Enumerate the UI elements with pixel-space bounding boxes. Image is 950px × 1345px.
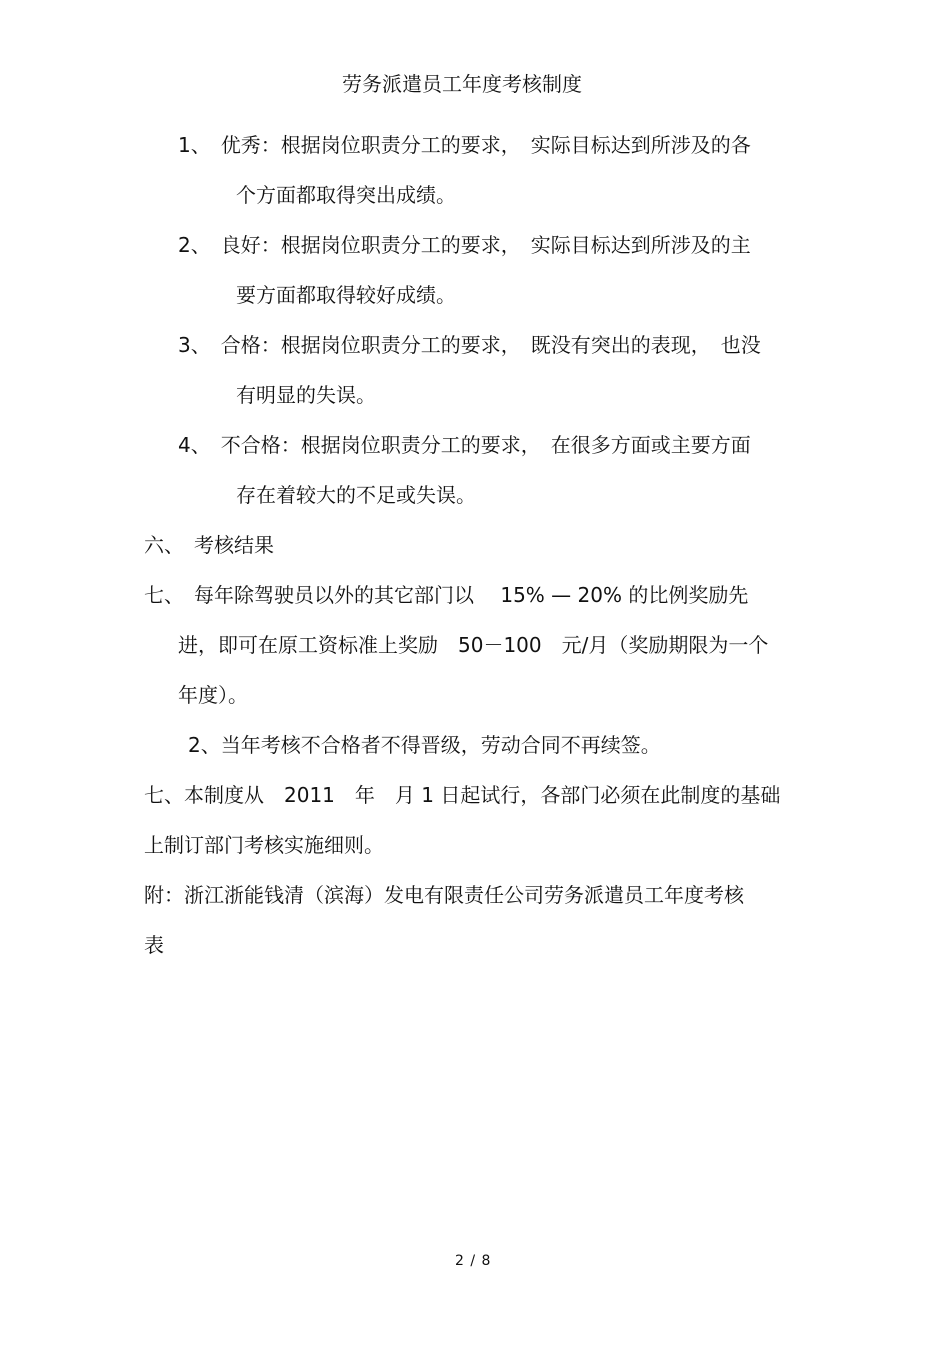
document-title: 劳务派遣员工年度考核制度 (342, 72, 582, 96)
item-4-line-2: 存在着较大的不足或失误。 (236, 483, 476, 507)
section-7b-line-2: 上制订部门考核实施细则。 (144, 833, 384, 857)
section-6-heading: 六、 考核结果 (144, 533, 274, 557)
section-7b-line-1: 七、本制度从 2011 年 月 1 日起试行，各部门必须在此制度的基础 (144, 783, 781, 807)
item-3-line-2: 有明显的失误。 (236, 383, 376, 407)
item-2-line-1: 2、 良好：根据岗位职责分工的要求， 实际目标达到所涉及的主 (178, 233, 751, 257)
section-7-item-2: 2、当年考核不合格者不得晋级，劳动合同不再续签。 (188, 733, 661, 757)
item-1-line-2: 个方面都取得突出成绩。 (236, 183, 456, 207)
item-3-line-1: 3、 合格：根据岗位职责分工的要求， 既没有突出的表现， 也没 (178, 333, 761, 357)
section-7-line-2: 进，即可在原工资标准上奖励 50－100 元/月（奖励期限为一个 (178, 633, 769, 657)
section-7-line-3: 年度）。 (178, 683, 248, 707)
item-2-line-2: 要方面都取得较好成绩。 (236, 283, 456, 307)
section-7-line-1: 七、 每年除驾驶员以外的其它部门以 15% — 20% 的比例奖励先 (144, 583, 749, 607)
item-4-line-1: 4、 不合格：根据岗位职责分工的要求， 在很多方面或主要方面 (178, 433, 751, 457)
appendix-line-2: 表 (144, 933, 164, 957)
page-number: 2 / 8 (455, 1253, 492, 1269)
item-1-line-1: 1、 优秀：根据岗位职责分工的要求， 实际目标达到所涉及的各 (178, 133, 751, 157)
appendix-line-1: 附：浙江浙能钱清（滨海）发电有限责任公司劳务派遣员工年度考核 (144, 883, 744, 907)
